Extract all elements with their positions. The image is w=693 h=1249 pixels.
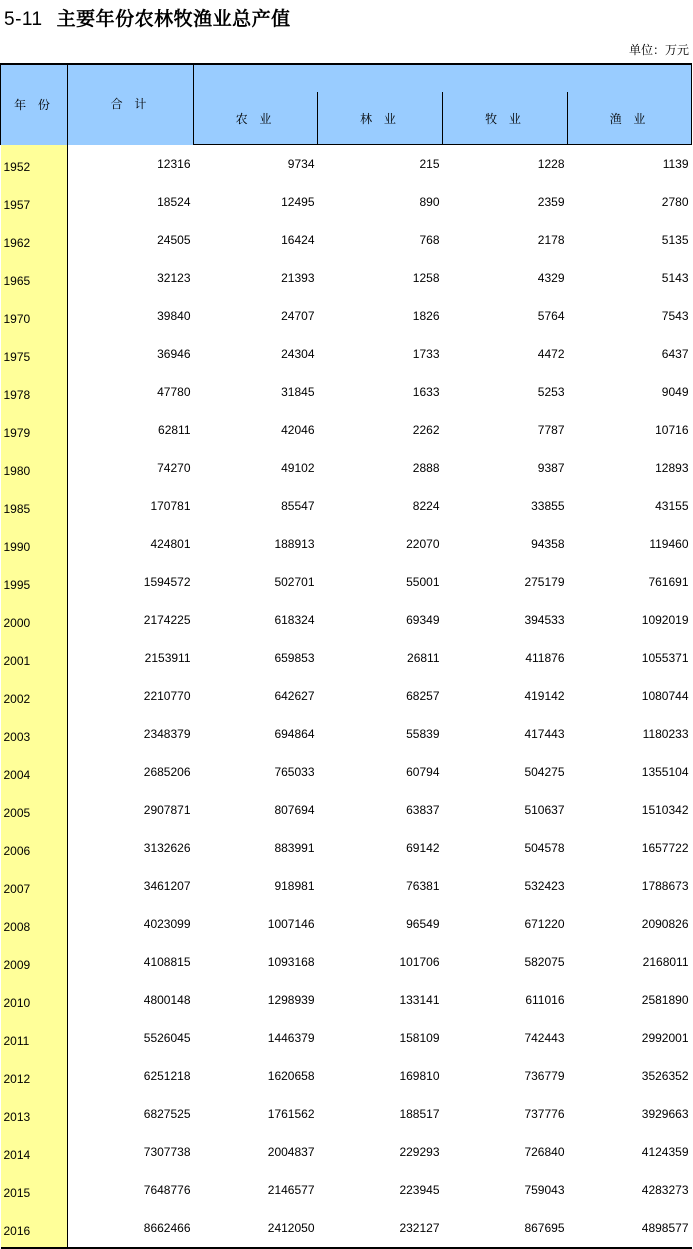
total-cell: 7307738 <box>143 1144 191 1159</box>
forestry-cell: 68257 <box>406 688 440 703</box>
fishery-cell: 1355104 <box>641 764 689 779</box>
year-cell: 2001 <box>1 639 68 677</box>
fishery-cell: 4283273 <box>641 1182 689 1197</box>
table-row <box>1 829 692 867</box>
year-cell: 2010 <box>1 981 68 1019</box>
agriculture-cell: 49102 <box>281 460 315 475</box>
total-cell: 36946 <box>157 346 191 361</box>
agriculture-cell: 918981 <box>274 878 315 893</box>
animal-husbandry-cell: 4472 <box>537 346 565 361</box>
table-row <box>1 145 692 183</box>
forestry-cell: 2262 <box>412 422 440 437</box>
agriculture-cell: 807694 <box>274 802 315 817</box>
animal-husbandry-cell: 737776 <box>524 1106 565 1121</box>
forestry-cell: 188517 <box>399 1106 440 1121</box>
animal-husbandry-cell: 742443 <box>524 1030 565 1045</box>
animal-husbandry-cell: 275179 <box>524 574 565 589</box>
table-row <box>1 905 692 943</box>
animal-husbandry-cell: 532423 <box>524 878 565 893</box>
table-row <box>1 677 692 715</box>
total-cell: 74270 <box>157 460 191 475</box>
year-cell: 1990 <box>1 525 68 563</box>
year-cell: 2012 <box>1 1057 68 1095</box>
fishery-cell: 3526352 <box>641 1068 689 1083</box>
total-cell: 7648776 <box>143 1182 191 1197</box>
total-cell: 3461207 <box>143 878 191 893</box>
total-cell: 2153911 <box>144 650 191 665</box>
year-cell: 1995 <box>1 563 68 601</box>
animal-husbandry-cell: 7787 <box>537 422 565 437</box>
fishery-cell: 10716 <box>655 422 689 437</box>
fishery-cell: 9049 <box>661 384 689 399</box>
forestry-cell: 158109 <box>399 1030 440 1045</box>
year-cell: 1970 <box>1 297 68 335</box>
year-cell: 1975 <box>1 335 68 373</box>
agriculture-cell: 31845 <box>281 384 315 399</box>
agriculture-cell: 883991 <box>274 840 315 855</box>
fishery-cell: 1080744 <box>641 688 689 703</box>
total-cell: 170781 <box>150 498 191 513</box>
table-row <box>1 867 692 905</box>
total-cell: 12316 <box>157 156 191 171</box>
total-cell: 2348379 <box>143 726 191 741</box>
table-row <box>1 601 692 639</box>
fishery-cell: 2581890 <box>641 992 689 1007</box>
header-animal-husbandry: 牧 业 <box>443 92 568 145</box>
fishery-cell: 119460 <box>649 536 689 551</box>
table-row <box>1 1095 692 1133</box>
total-cell: 18524 <box>157 194 191 209</box>
forestry-cell: 1733 <box>412 346 440 361</box>
fishery-cell: 5135 <box>661 232 689 247</box>
fishery-cell: 1139 <box>662 156 689 171</box>
fishery-cell: 1180233 <box>642 726 689 741</box>
output-value-table <box>0 63 692 1249</box>
animal-husbandry-cell: 726840 <box>524 1144 565 1159</box>
fishery-cell: 1510342 <box>641 802 689 817</box>
year-cell: 2009 <box>1 943 68 981</box>
agriculture-cell: 502701 <box>274 574 315 589</box>
table-row <box>1 981 692 1019</box>
animal-husbandry-cell: 867695 <box>524 1220 565 1235</box>
total-cell: 39840 <box>157 308 191 323</box>
table-row <box>1 753 692 791</box>
animal-husbandry-cell: 611016 <box>525 992 565 1007</box>
animal-husbandry-cell: 504578 <box>524 840 565 855</box>
agriculture-cell: 2004837 <box>267 1144 315 1159</box>
table-row <box>1 335 692 373</box>
total-cell: 47780 <box>157 384 191 399</box>
forestry-cell: 76381 <box>406 878 440 893</box>
year-cell: 1957 <box>1 183 68 221</box>
agriculture-cell: 1007146 <box>267 916 315 931</box>
table-row <box>1 487 692 525</box>
agriculture-cell: 642627 <box>274 688 315 703</box>
table-row <box>1 411 692 449</box>
animal-husbandry-cell: 5253 <box>537 384 565 399</box>
forestry-cell: 215 <box>419 156 440 171</box>
agriculture-cell: 1446379 <box>267 1030 315 1045</box>
table-row <box>1 1209 692 1248</box>
table-row <box>1 449 692 487</box>
total-cell: 6827525 <box>143 1106 191 1121</box>
total-cell: 2685206 <box>143 764 191 779</box>
table-row <box>1 791 692 829</box>
year-cell: 2014 <box>1 1133 68 1171</box>
forestry-cell: 1633 <box>412 384 440 399</box>
agriculture-cell: 618324 <box>274 612 315 627</box>
header-fishery: 渔 业 <box>568 92 692 145</box>
table-row <box>1 221 692 259</box>
year-cell: 1979 <box>1 411 68 449</box>
forestry-cell: 133141 <box>399 992 440 1007</box>
fishery-cell: 4124359 <box>641 1144 689 1159</box>
animal-husbandry-cell: 2178 <box>537 232 565 247</box>
total-cell: 1594572 <box>143 574 191 589</box>
table-row <box>1 297 692 335</box>
animal-husbandry-cell: 4329 <box>537 270 565 285</box>
agriculture-cell: 694864 <box>274 726 315 741</box>
table-row <box>1 183 692 221</box>
table-number: 5-11 <box>4 9 43 30</box>
fishery-cell: 2780 <box>661 194 689 209</box>
table-row <box>1 639 692 677</box>
agriculture-cell: 42046 <box>281 422 315 437</box>
year-cell: 2016 <box>1 1209 68 1248</box>
table-row <box>1 943 692 981</box>
forestry-cell: 55839 <box>406 726 440 741</box>
forestry-cell: 22070 <box>406 536 440 551</box>
fishery-cell: 2992001 <box>641 1030 689 1045</box>
agriculture-cell: 765033 <box>274 764 315 779</box>
forestry-cell: 8224 <box>412 498 440 513</box>
year-cell: 1980 <box>1 449 68 487</box>
total-cell: 424801 <box>150 536 191 551</box>
animal-husbandry-cell: 736779 <box>524 1068 565 1083</box>
year-cell: 2004 <box>1 753 68 791</box>
fishery-cell: 1092019 <box>641 612 689 627</box>
agriculture-cell: 24304 <box>281 346 315 361</box>
year-cell: 1952 <box>1 145 68 183</box>
forestry-cell: 1258 <box>412 270 440 285</box>
unit-label: 单位：万元 <box>628 43 689 57</box>
year-cell: 1978 <box>1 373 68 411</box>
forestry-cell: 60794 <box>406 764 440 779</box>
forestry-cell: 890 <box>419 194 440 209</box>
year-cell: 2003 <box>1 715 68 753</box>
year-cell: 2011 <box>1 1019 68 1057</box>
total-cell: 62811 <box>158 422 191 437</box>
year-cell: 2008 <box>1 905 68 943</box>
forestry-cell: 55001 <box>406 574 440 589</box>
header-agriculture: 农 业 <box>194 92 318 145</box>
total-cell: 5526045 <box>143 1030 191 1045</box>
year-cell: 1985 <box>1 487 68 525</box>
animal-husbandry-cell: 9387 <box>537 460 565 475</box>
total-cell: 32123 <box>157 270 191 285</box>
forestry-cell: 1826 <box>412 308 440 323</box>
data-table-container <box>0 63 691 1249</box>
table-row <box>1 525 692 563</box>
forestry-cell: 232127 <box>399 1220 440 1235</box>
year-cell: 2006 <box>1 829 68 867</box>
forestry-cell: 96549 <box>406 916 440 931</box>
year-cell: 1965 <box>1 259 68 297</box>
agriculture-cell: 659853 <box>274 650 315 665</box>
agriculture-cell: 12495 <box>281 194 315 209</box>
animal-husbandry-cell: 394533 <box>524 612 565 627</box>
fishery-cell: 3929663 <box>641 1106 689 1121</box>
agriculture-cell: 24707 <box>281 308 315 323</box>
table-title: 主要年份农林牧渔业总产值 <box>56 8 291 30</box>
forestry-cell: 69349 <box>406 612 440 627</box>
year-cell: 2000 <box>1 601 68 639</box>
animal-husbandry-cell: 2359 <box>537 194 565 209</box>
forestry-cell: 101706 <box>399 954 440 969</box>
agriculture-cell: 21393 <box>281 270 315 285</box>
animal-husbandry-cell: 510637 <box>524 802 565 817</box>
agriculture-cell: 1620658 <box>267 1068 315 1083</box>
fishery-cell: 2168011 <box>642 954 689 969</box>
total-cell: 2907871 <box>143 802 191 817</box>
fishery-cell: 1788673 <box>641 878 689 893</box>
table-row <box>1 715 692 753</box>
animal-husbandry-cell: 411876 <box>525 650 565 665</box>
total-cell: 8662466 <box>143 1220 191 1235</box>
year-cell: 2015 <box>1 1171 68 1209</box>
agriculture-cell: 1761562 <box>267 1106 315 1121</box>
agriculture-cell: 85547 <box>281 498 315 513</box>
agriculture-cell: 2412050 <box>267 1220 315 1235</box>
total-cell: 4023099 <box>143 916 191 931</box>
fishery-cell: 1657722 <box>641 840 689 855</box>
fishery-cell: 7543 <box>661 308 689 323</box>
agriculture-cell: 188913 <box>274 536 315 551</box>
total-cell: 2174225 <box>143 612 191 627</box>
total-cell: 24505 <box>157 232 191 247</box>
header-group-blank <box>194 64 692 92</box>
table-row <box>1 1133 692 1171</box>
animal-husbandry-cell: 671220 <box>524 916 565 931</box>
forestry-cell: 26811 <box>407 650 440 665</box>
header-year: 年 份 <box>1 64 68 145</box>
fishery-cell: 1055371 <box>641 650 689 665</box>
total-cell: 6251218 <box>143 1068 191 1083</box>
animal-husbandry-cell: 419142 <box>524 688 565 703</box>
forestry-cell: 229293 <box>399 1144 440 1159</box>
table-row <box>1 373 692 411</box>
animal-husbandry-cell: 5764 <box>537 308 565 323</box>
forestry-cell: 768 <box>419 232 440 247</box>
total-cell: 2210770 <box>143 688 191 703</box>
animal-husbandry-cell: 94358 <box>531 536 565 551</box>
agriculture-cell: 2146577 <box>267 1182 315 1197</box>
animal-husbandry-cell: 582075 <box>524 954 565 969</box>
animal-husbandry-cell: 1228 <box>537 156 565 171</box>
table-row <box>1 1057 692 1095</box>
forestry-cell: 2888 <box>412 460 440 475</box>
agriculture-cell: 16424 <box>281 232 315 247</box>
year-cell: 2007 <box>1 867 68 905</box>
agriculture-cell: 1298939 <box>267 992 315 1007</box>
forestry-cell: 69142 <box>406 840 440 855</box>
year-cell: 1962 <box>1 221 68 259</box>
year-cell: 2013 <box>1 1095 68 1133</box>
animal-husbandry-cell: 504275 <box>524 764 565 779</box>
animal-husbandry-cell: 417443 <box>524 726 565 741</box>
animal-husbandry-cell: 33855 <box>531 498 565 513</box>
fishery-cell: 2090826 <box>641 916 689 931</box>
fishery-cell: 761691 <box>648 574 689 589</box>
fishery-cell: 43155 <box>655 498 689 513</box>
agriculture-cell: 1093168 <box>267 954 315 969</box>
total-cell: 4800148 <box>143 992 191 1007</box>
fishery-cell: 5143 <box>661 270 689 285</box>
total-cell: 3132626 <box>143 840 191 855</box>
table-body <box>1 145 692 1248</box>
fishery-cell: 12893 <box>655 460 689 475</box>
table-row <box>1 1019 692 1057</box>
header-forestry: 林 业 <box>318 92 443 145</box>
forestry-cell: 63837 <box>406 802 440 817</box>
year-cell: 2005 <box>1 791 68 829</box>
total-cell: 4108815 <box>143 954 191 969</box>
table-row <box>1 563 692 601</box>
forestry-cell: 169810 <box>399 1068 440 1083</box>
year-cell: 2002 <box>1 677 68 715</box>
forestry-cell: 223945 <box>399 1182 440 1197</box>
table-row <box>1 1171 692 1209</box>
page-title <box>4 4 291 31</box>
table-row <box>1 259 692 297</box>
agriculture-cell: 9734 <box>287 156 315 171</box>
animal-husbandry-cell: 759043 <box>524 1182 565 1197</box>
fishery-cell: 6437 <box>661 346 689 361</box>
fishery-cell: 4898577 <box>641 1220 689 1235</box>
header-total: 合 计 <box>68 64 194 145</box>
